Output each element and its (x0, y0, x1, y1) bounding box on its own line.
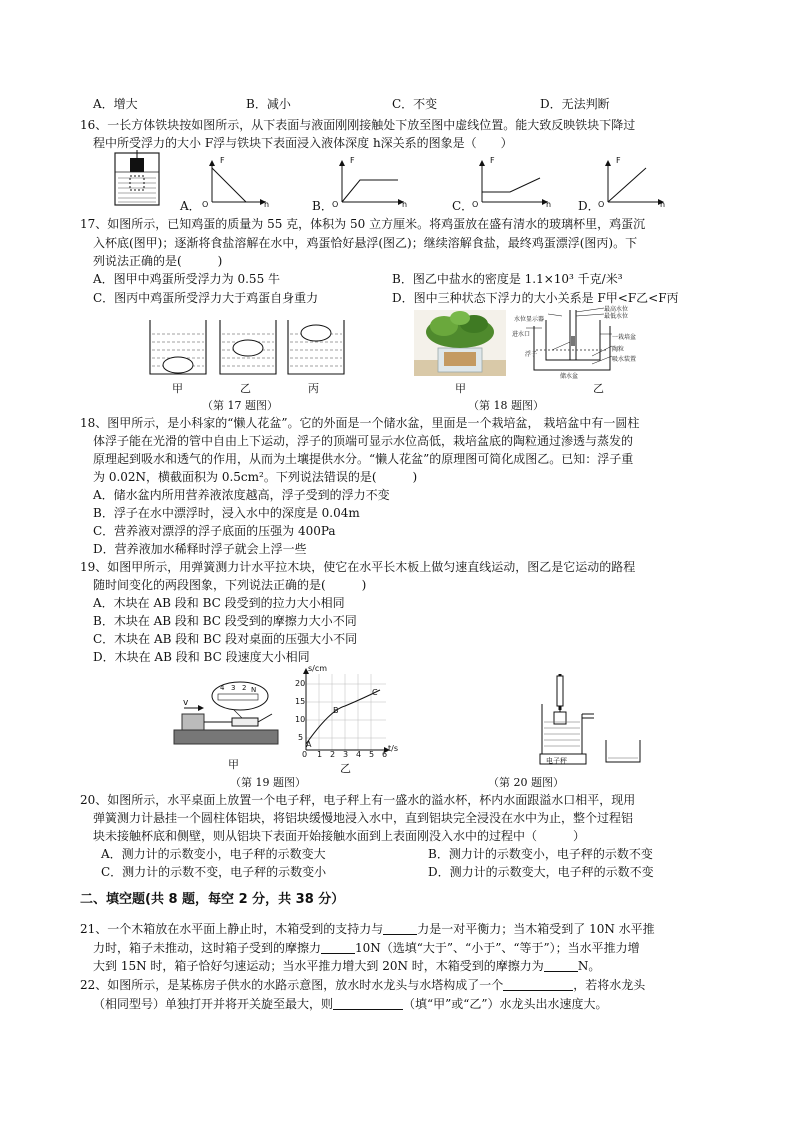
q20-option-c: C．测力计的示数不变，电子秤的示数变小 (101, 865, 327, 879)
q18-label-min-level: 最低水位 (604, 313, 629, 320)
q19-xtick-2: 2 (330, 750, 336, 759)
q16-graph-c-f-axis: F (490, 156, 495, 165)
q17-stem-line1: 17、如图所示，已知鸡蛋的质量为 55 克，体积为 50 立方厘米。将鸡蛋放在盛有清水的玻璃杯里，鸡蛋沉 (80, 217, 646, 231)
q18-stem-line4: 为 0.02N，横截面积为 0.5cm²。下列说法错误的是( ) (93, 470, 418, 484)
q18-label-float: 浮子 (525, 351, 538, 358)
q18-label-level-display: 水位显示器 (514, 316, 545, 323)
q19-figure-caption: （第 19 题图） (230, 776, 306, 789)
q21-line2-part2: 10N（选填“大于”、“小于”、“等于”）；当水平推力增 (355, 941, 640, 955)
q21-line1-part1: 21、一个木箱放在水平面上静止时，木箱受到的支持力与 (80, 922, 384, 936)
q21-line1 (80, 921, 655, 937)
q15-option-a: A．增大 (93, 97, 138, 111)
q16-graph-d (602, 160, 666, 208)
q19-scale-mark-3: 3 (231, 684, 236, 692)
q16-graph-a-f-axis: F (220, 156, 225, 165)
q19-scale-mark-2: 2 (242, 684, 247, 692)
q19-ytick-10: 10 (295, 715, 306, 724)
q22-blank-1[interactable] (503, 978, 573, 991)
q17-label-bing: 丙 (308, 382, 319, 395)
q17-option-b: B．图乙中盐水的密度是 1.1×10³ 千克/米³ (392, 272, 623, 286)
q18-label-max-level: 最高水位 (604, 306, 629, 313)
q18-option-c: C．营养液对漂浮的浮子底面的压强为 400Pa (93, 524, 336, 538)
q22-blank-2[interactable] (333, 997, 403, 1010)
q17-egg-cups-figure (148, 318, 348, 376)
q16-beaker-figure (112, 150, 162, 208)
q16-graph-d-f-axis: F (616, 156, 621, 165)
q16-graph-c-h-axis: h (546, 200, 552, 209)
q22-line2-part1: （相同型号）单独打开并将开关旋至最大，则 (93, 997, 334, 1011)
q18-option-a: A．储水盆内所用营养液浓度越高，浮子受到的浮力不变 (93, 488, 390, 502)
q17-label-yi: 乙 (240, 382, 251, 395)
q18-plant-photo (414, 310, 506, 376)
q19-t-axis-label: t/s (388, 744, 398, 753)
q20-overflow-cup-figure (528, 674, 646, 768)
q20-option-b: B．测力计的示数变小，电子秤的示数不变 (428, 847, 653, 861)
q19-point-a: A (306, 740, 312, 749)
q16-graph-b (336, 160, 406, 208)
q19-option-d: D．木块在 AB 段和 BC 段速度大小相同 (93, 650, 310, 664)
q16-option-c: C． (452, 199, 474, 213)
q16-stem-line1: 16、一长方体铁块按如图所示，从下表面与液面刚刚接触处下放至图中虚线位置。能大致反映铁块下降过 (80, 118, 636, 132)
q17-label-jia: 甲 (172, 382, 183, 395)
q16-graph-b-origin: O (332, 200, 339, 209)
q17-stem-line2: 入杯底(图甲)；逐渐将食盐溶解在水中，鸡蛋恰好悬浮(图乙)；继续溶解食盐，最终鸡蛋漂浮(图丙)。下 (93, 236, 638, 250)
q18-option-d: D．营养液加水稀释时浮子就会上浮一些 (93, 542, 307, 556)
q16-stem-line2: 程中所受浮力的大小 F浮与铁块下表面浸入液体深度 h深关系的图象是（ ） (93, 136, 513, 150)
q21-line3 (93, 958, 600, 974)
q16-option-d: D． (578, 199, 600, 213)
q16-option-a: A． (180, 199, 201, 213)
q16-graph-a-origin: O (202, 200, 209, 209)
q18-label-ceramsite: 陶粒 (612, 346, 625, 353)
q19-ytick-20: 20 (295, 679, 306, 688)
q16-option-b: B． (312, 199, 333, 213)
q19-velocity-label: v (183, 698, 189, 708)
q18-label-storage-pot: 储水盆 (560, 373, 579, 380)
q19-xtick-1: 1 (317, 750, 323, 759)
q19-option-a: A．木块在 AB 段和 BC 段受到的拉力大小相同 (93, 596, 345, 610)
q16-graph-a (206, 160, 268, 208)
q18-label-cultivation-pot: 一栽培盆 (612, 334, 637, 341)
q19-label-yi: 乙 (340, 762, 351, 775)
q19-scale-mark-n: N (251, 686, 257, 694)
q18-stem-line3: 原理起到吸水和透气的作用，从而为土壤提供水分。“懒人花盆”的原理图可简化成图乙。已知：浮子重 (93, 452, 634, 466)
q22-line1-part2: ，若将水龙头 (573, 978, 646, 992)
q19-xtick-6: 6 (382, 750, 388, 759)
q16-graph-d-h-axis: h (660, 200, 666, 209)
q20-stem-line2: 弹簧测力计悬挂一个圆柱体铝块，将铝块缓慢地浸入水中，直到铝块完全浸没在水中为止，整个过程铝 (93, 811, 634, 825)
q19-stem-line2: 随时间变化的两段图象，下列说法正确的是( ) (93, 578, 367, 592)
q21-line3-part2: N。 (577, 959, 601, 973)
q20-stem-line1: 20、如图所示，水平桌面上放置一个电子秤，电子秤上有一盛水的溢水杯，杯内水面跟溢水口相平，现用 (80, 793, 636, 807)
q17-option-a: A．图甲中鸡蛋所受浮力为 0.55 牛 (93, 272, 281, 286)
q19-spring-scale-figure (172, 676, 282, 746)
q15-option-d: D．无法判断 (540, 97, 610, 111)
q18-label-absorber: 吸水装置 (612, 356, 637, 363)
q21-blank-1[interactable] (383, 922, 417, 935)
q19-scale-mark-4: 4 (220, 684, 225, 692)
q17-stem-line3: 列说法正确的是( ) (93, 254, 223, 268)
q19-xtick-4: 4 (356, 750, 362, 759)
q19-point-c: C (372, 688, 378, 697)
q19-point-b: B (333, 706, 339, 715)
q18-label-inlet: 进水口 (512, 331, 531, 338)
q16-graph-c-origin: O (472, 200, 479, 209)
q17-option-d: D．图中三种状态下浮力的大小关系是 F甲<F乙<F丙 (392, 291, 679, 305)
section-fill-in-title: 二、填空题(共 8 题，每空 2 分，共 38 分） (80, 892, 345, 907)
q19-s-axis-label: s/cm (308, 664, 328, 673)
q20-scale-label: 电子秤 (546, 757, 567, 765)
q15-option-c: C．不变 (392, 97, 438, 111)
q19-ytick-5: 5 (298, 733, 304, 742)
q21-blank-3[interactable] (544, 959, 578, 972)
q18-option-b: B．浮子在水中漂浮时，浸入水中的深度是 0.04m (93, 506, 360, 520)
q19-ytick-15: 15 (295, 697, 306, 706)
q16-graph-d-origin: O (598, 200, 605, 209)
q20-figure-caption: （第 20 题图） (488, 776, 564, 789)
q20-option-a: A．测力计的示数变小，电子秤的示数变大 (101, 847, 326, 861)
q16-graph-b-f-axis: F (350, 156, 355, 165)
q19-xtick-0: 0 (302, 750, 308, 759)
q18-label-jia: 甲 (455, 382, 466, 395)
q19-xtick-5: 5 (369, 750, 375, 759)
q16-graph-a-h-axis: h (264, 200, 270, 209)
q19-label-jia: 甲 (228, 758, 239, 771)
q19-option-c: C．木块在 AB 段和 BC 段对桌面的压强大小不同 (93, 632, 358, 646)
q18-label-yi: 乙 (593, 382, 604, 395)
q16-graph-c (476, 160, 550, 208)
q22-line2-part2: （填“甲”或“乙”）水龙头出水速度大。 (403, 997, 608, 1011)
q16-graph-b-h-axis: h (402, 200, 408, 209)
q18-stem-line1: 18、图甲所示，是小科家的“懒人花盆”。它的外面是一个储水盆，里面是一个栽培盆， 栽培盆中有一圆柱 (80, 416, 640, 430)
q19-distance-time-graph (294, 664, 394, 764)
q22-line1 (80, 977, 645, 993)
q17-figure-caption: （第 17 题图） (202, 399, 278, 412)
q21-line2 (93, 940, 640, 956)
q21-line3-part1: 大到 15N 时，箱子恰好匀速运动；当水平推力增大到 20N 时，木箱受到的摩擦力为 (93, 959, 544, 973)
q15-option-b: B．减小 (246, 97, 291, 111)
q21-line1-part2: 力是一对平衡力；当木箱受到了 10N 水平推 (417, 922, 655, 936)
q18-stem-line2: 体浮子能在光滑的管中自由上下运动，浮子的顶端可显示水位高低，栽培盆底的陶粒通过渗透与蒸发的 (93, 434, 634, 448)
q22-line2 (93, 996, 608, 1012)
q17-option-c: C．图丙中鸡蛋所受浮力大于鸡蛋自身重力 (93, 291, 319, 305)
q20-stem-line3: 块未接触杯底和侧壁，则从铝块下表面开始接触水面到上表面刚没入水中的过程中（ ） (93, 829, 586, 843)
q19-xtick-3: 3 (343, 750, 349, 759)
q22-line1-part1: 22、如图所示，是某栋房子供水的水路示意图，放水时水龙头与水塔构成了一个 (80, 978, 504, 992)
q20-option-d: D．测力计的示数变大，电子秤的示数不变 (428, 865, 654, 879)
q19-stem-line1: 19、如图甲所示，用弹簧测力计水平拉木块，使它在水平长木板上做匀速直线运动，图乙是它运动的路程 (80, 560, 636, 574)
q21-blank-2[interactable] (321, 941, 355, 954)
q21-line2-part1: 力时，箱子未推动，这时箱子受到的摩擦力 (93, 941, 322, 955)
q18-figure-caption: （第 18 题图） (468, 399, 544, 412)
q19-option-b: B．木块在 AB 段和 BC 段受到的摩擦力大小不同 (93, 614, 357, 628)
